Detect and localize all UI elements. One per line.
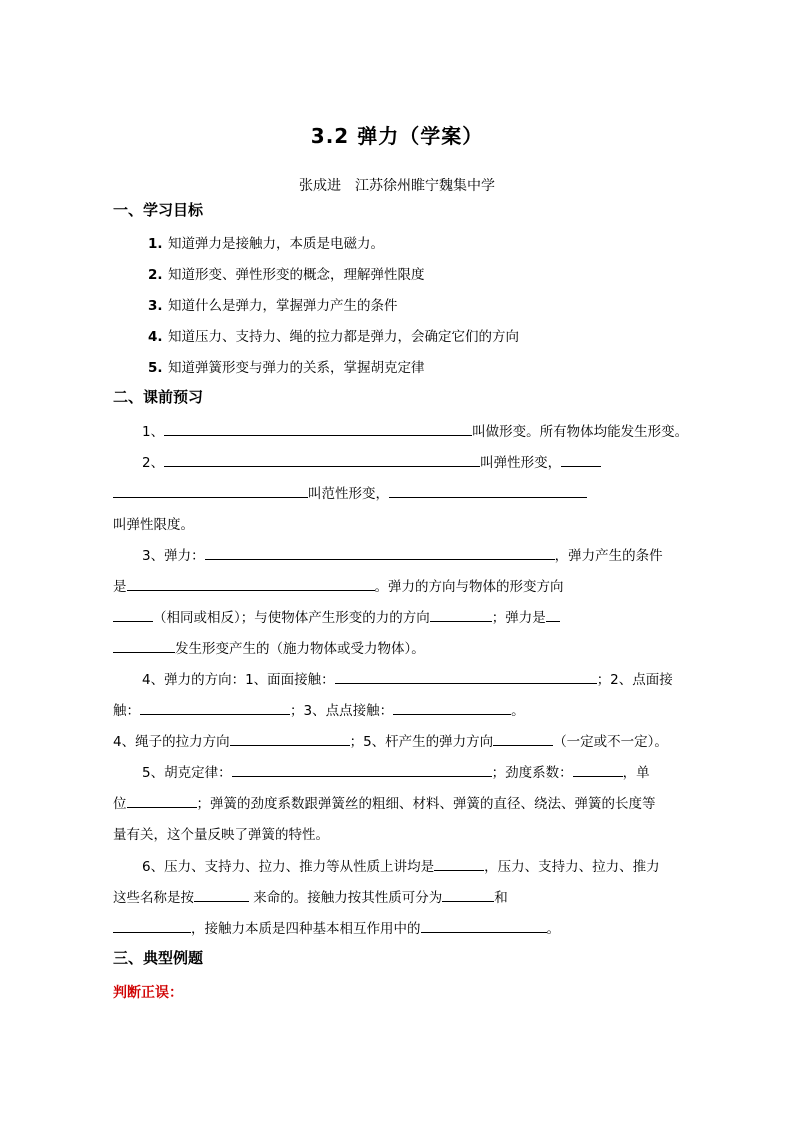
- blank[interactable]: [113, 917, 191, 933]
- preview-q2-line2: 叫范性形变，: [113, 482, 587, 502]
- section-heading-preview: 二、课前预习: [113, 388, 204, 406]
- blank[interactable]: [194, 886, 249, 902]
- blank[interactable]: [421, 917, 547, 933]
- preview-q3-line2: 是 。弹力的方向与物体的形变方向: [113, 575, 564, 595]
- blank[interactable]: [232, 761, 492, 777]
- preview-q4: 4、弹力的方向：1、面面接触： ；2、点面接: [142, 668, 673, 688]
- blank[interactable]: [127, 792, 197, 808]
- blank[interactable]: [113, 606, 153, 622]
- goal-item: 4. 知道压力、支持力、绳的拉力都是弹力，会确定它们的方向: [148, 329, 519, 345]
- preview-q6-line2: 这些名称是按 来命的。接触力按其性质可分为 和: [113, 886, 508, 906]
- blank[interactable]: [493, 730, 553, 746]
- preview-q3: 3、弹力： ，弹力产生的条件: [142, 544, 663, 564]
- goal-item: 1. 知道弹力是接触力，本质是电磁力。: [148, 236, 384, 252]
- blank[interactable]: [127, 575, 375, 591]
- preview-q4-line3: 4、绳子的拉力方向 ；5、杆产生的弹力方向 （一定或不一定）。: [113, 730, 668, 750]
- blank[interactable]: [230, 730, 350, 746]
- blank[interactable]: [561, 451, 601, 467]
- preview-q3-line4: 发生形变产生的（施力物体或受力物体）。: [113, 637, 425, 657]
- page-title: 3.2 弹力（学案）: [310, 124, 484, 148]
- blank[interactable]: [113, 482, 308, 498]
- section-heading-goals: 一、学习目标: [113, 201, 204, 219]
- blank[interactable]: [335, 668, 597, 684]
- preview-q5-line3: 量有关，这个量反映了弹簧的特性。: [113, 827, 329, 843]
- judge-heading: 判断正误：: [113, 985, 183, 1001]
- blank[interactable]: [393, 699, 511, 715]
- blank[interactable]: [164, 420, 472, 436]
- preview-q2-line3: 叫弹性限度。: [113, 517, 194, 533]
- preview-q3-line3: （相同或相反）；与使物体产生形变的力的方向 ；弹力是: [113, 606, 560, 626]
- preview-q6-line3: ，接触力本质是四种基本相互作用中的 。: [113, 917, 560, 937]
- blank[interactable]: [546, 606, 560, 622]
- blank[interactable]: [113, 637, 175, 653]
- blank[interactable]: [573, 761, 623, 777]
- section-heading-examples: 三、典型例题: [113, 949, 204, 967]
- blank[interactable]: [434, 855, 484, 871]
- blank[interactable]: [389, 482, 587, 498]
- blank[interactable]: [140, 699, 290, 715]
- preview-q5-line2: 位 ；弹簧的劲度系数跟弹簧丝的粗细、材料、弹簧的直径、绕法、弹簧的长度等: [113, 792, 656, 812]
- blank[interactable]: [442, 886, 494, 902]
- preview-q4-line2: 触： ；3、点点接触： 。: [113, 699, 525, 719]
- goal-item: 3. 知道什么是弹力，掌握弹力产生的条件: [148, 298, 398, 314]
- goal-item: 5. 知道弹簧形变与弹力的关系，掌握胡克定律: [148, 360, 425, 376]
- blank[interactable]: [430, 606, 492, 622]
- preview-q1: 1、 叫做形变。所有物体均能发生形变。: [142, 420, 688, 440]
- preview-q6: 6、压力、支持力、拉力、推力等从性质上讲均是 ，压力、支持力、拉力、推力: [142, 855, 660, 875]
- blank[interactable]: [164, 451, 480, 467]
- preview-q2: 2、 叫弹性形变，: [142, 451, 601, 471]
- goal-item: 2. 知道形变、弹性形变的概念，理解弹性限度: [148, 267, 425, 283]
- preview-q5: 5、胡克定律： ；劲度系数： ，单: [142, 761, 650, 781]
- blank[interactable]: [205, 544, 555, 560]
- author-line: 张成进 江苏徐州睢宁魏集中学: [299, 178, 495, 194]
